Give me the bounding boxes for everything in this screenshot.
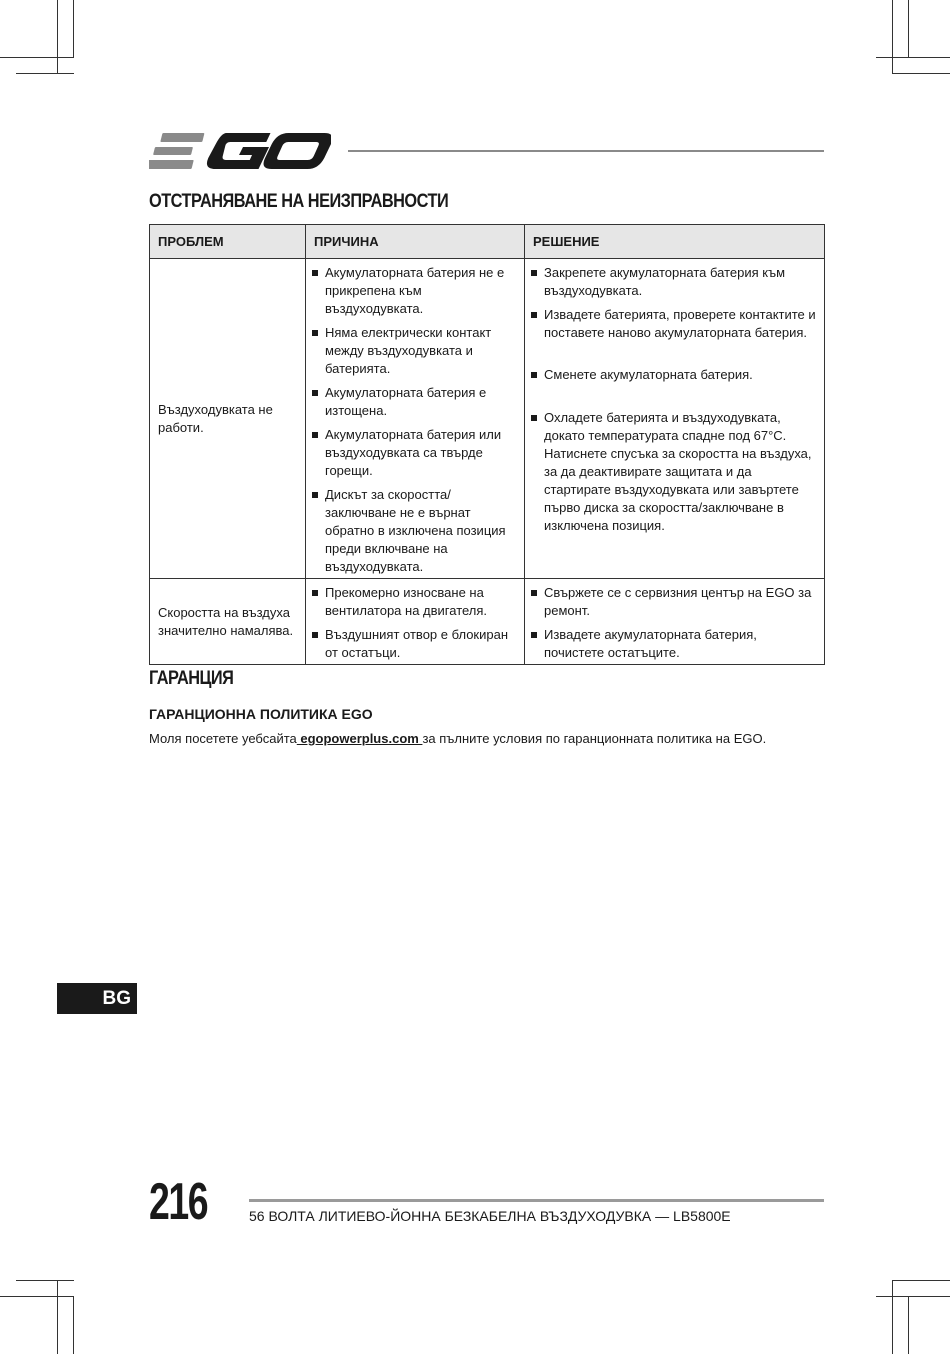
crop-mark: [0, 57, 74, 58]
solution-item: Закрепете акумулаторната батерия към въздуходувката.: [530, 264, 820, 300]
crop-mark: [876, 57, 950, 58]
crop-mark: [57, 1280, 58, 1354]
cause-cell: [306, 259, 525, 579]
crop-mark: [876, 1296, 950, 1297]
crop-mark: [892, 1280, 893, 1354]
egopowerplus-link[interactable]: egopowerplus.com: [296, 731, 423, 746]
column-header-cause: ПРИЧИНА: [306, 225, 525, 259]
solution-item: Извадете акумулаторната батерия, почистете остатъците.: [530, 626, 820, 662]
solution-item: Охладете батерията и въздуходувката, докато температурата спадне под 67°C. Натиснете спусъка за скоростта на въздуха, за да деактивирате защитата и да стартирате въздуходувката или завъртете първо диска за скоростта/заключване в изключена позиция.: [530, 409, 820, 535]
cause-item: Акумулаторната батерия или въздуходувката са твърде горещи.: [311, 426, 520, 480]
cause-item: Дискът за скоростта/заключване не е върнат обратно в изключена позиция преди включване на въздуходувката.: [311, 486, 520, 576]
footer-rule: [249, 1199, 824, 1202]
cause-item: Акумулаторната батерия е изтощена.: [311, 384, 520, 420]
footer-product-line: 56 ВОЛТА ЛИТИЕВО-ЙОННА БЕЗКАБЕЛНА ВЪЗДУХОДУВКА — LB5800E: [249, 1208, 731, 1224]
crop-mark: [57, 0, 58, 74]
column-header-problem: ПРОБЛЕМ: [150, 225, 306, 259]
warranty-text-before: Моля посетете уебсайта: [149, 731, 297, 746]
troubleshooting-table: [149, 224, 825, 665]
language-tab: BG: [57, 983, 137, 1014]
problem-cell: Въздуходувката не работи.: [150, 259, 306, 579]
troubleshooting-title: ОТСТРАНЯВАНЕ НА НЕИЗПРАВНОСТИ: [149, 191, 449, 212]
crop-mark: [908, 1296, 909, 1354]
table-header-row: [150, 225, 825, 259]
solution-item: Свържете се с сервизния център на EGO за ремонт.: [530, 584, 820, 620]
crop-mark: [908, 0, 909, 58]
table-row: [150, 259, 825, 579]
solution-item: Сменете акумулаторната батерия.: [530, 366, 820, 384]
crop-mark: [892, 1280, 950, 1281]
warranty-policy-subtitle: ГАРАНЦИОННА ПОЛИТИКА EGO: [149, 706, 373, 722]
warranty-title: ГАРАНЦИЯ: [149, 668, 234, 689]
cause-item: Няма електрически контакт между въздуходувката и батерията.: [311, 324, 520, 378]
solution-cell: [525, 259, 825, 579]
warranty-text: [149, 731, 766, 746]
cause-item: Прекомерно износване на вентилатора на двигателя.: [311, 584, 520, 620]
header-rule: [348, 150, 824, 152]
crop-mark: [73, 0, 74, 58]
solution-cell: [525, 579, 825, 665]
crop-mark: [16, 1280, 74, 1281]
crop-mark: [73, 1296, 74, 1354]
column-header-solution: РЕШЕНИЕ: [525, 225, 825, 259]
cause-item: Въздушният отвор е блокиран от остатъци.: [311, 626, 520, 662]
page-number: 216: [149, 1173, 208, 1231]
cause-cell: [306, 579, 525, 665]
cause-item: Акумулаторната батерия не е прикрепена към въздуходувката.: [311, 264, 520, 318]
crop-mark: [0, 1296, 74, 1297]
crop-mark: [892, 0, 893, 74]
crop-mark: [16, 73, 74, 74]
crop-mark: [892, 73, 950, 74]
solution-item: Извадете батерията, проверете контактите и поставете наново акумулаторната батерия.: [530, 306, 820, 342]
problem-cell: Скоростта на въздуха значително намалява.: [150, 579, 306, 665]
warranty-text-after: за пълните условия по гаранционната политика на EGO.: [422, 731, 767, 746]
ego-logo: [149, 131, 331, 171]
table-row: [150, 579, 825, 665]
